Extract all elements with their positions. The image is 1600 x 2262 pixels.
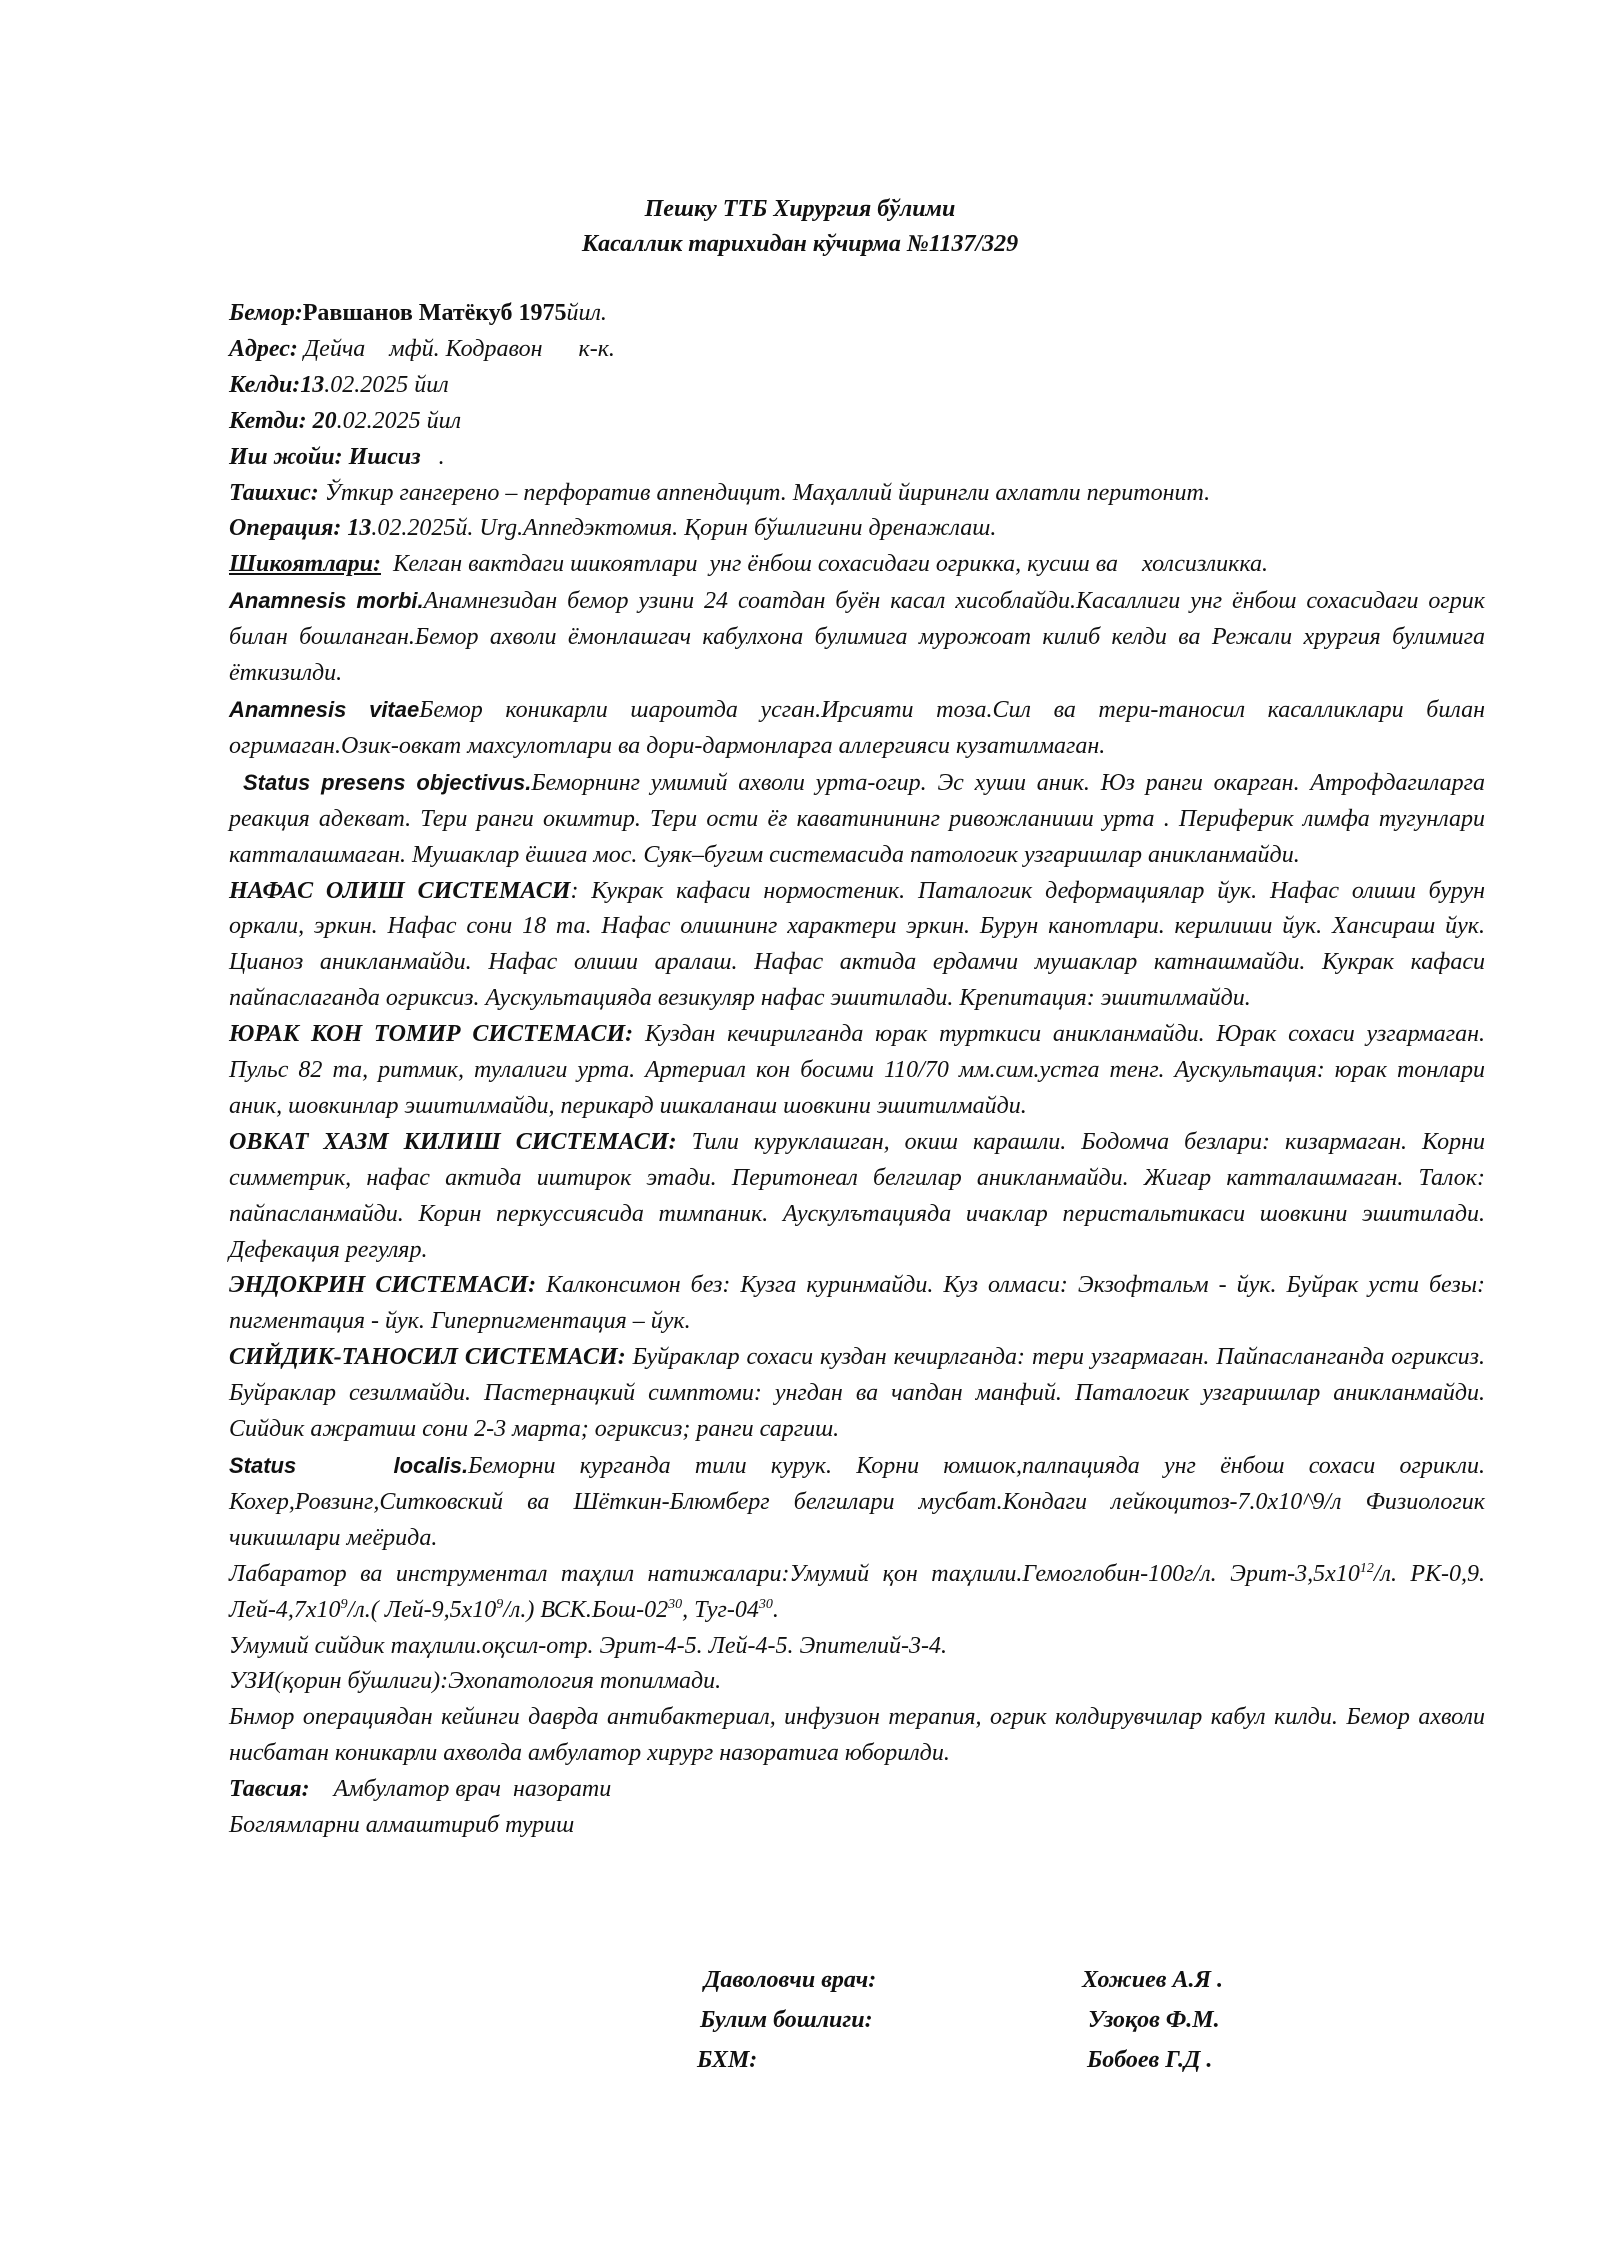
lab-text-4: /л.) ВСК.Бош-02 [503,1596,669,1623]
anamnesis-morbi-label: Anamnesis morbi. [229,588,424,614]
work-value: . [420,443,445,470]
cardio-label: ЮРАК КОН ТОМИР СИСТЕМАСИ: [229,1021,634,1048]
lab-results [229,1557,1485,1629]
endocrine-text: Калконсимон без: Кузга куринмайди. Куз олмаси: Экзофтальм - йук. Буйрак усти безы: пигментация - йук. Гиперпигментация – йук. [229,1272,1485,1335]
urinary-system [229,1340,1485,1448]
signature-role: Даволовчи врач: [704,1967,877,1993]
document-header [0,192,1600,262]
endocrine-label: ЭНДОКРИН СИСТЕМАСИ: [229,1272,537,1299]
respiratory-label: НАФАС ОЛИШ СИСТЕМАСИ [229,877,571,904]
urine-analysis: Умумий сийдик таҳлили.оқсил-отр. Эрит-4-5. Лей-4-5. Эпителий-3-4. [229,1632,948,1659]
endocrine-system [229,1268,1485,1340]
signature-row [0,2040,1600,2080]
signature-row [0,2000,1600,2040]
anamnesis-vitae-text: Бемор коникарли шароитда усган.Ирсияти тоза.Сил ва тери-таносил касалликлари билан огримаган.Озик-овкат махсулотлари ва дори-дармонларга аллергияси кузатилмаган. [229,696,1485,759]
anamnesis-morbi-text: Анамнезидан бемор узини 24 соатдан буён касал хисоблайди.Касаллиги унг ёнбош сохасидаги огрик билан бошланган.Бемор ахволи ёмонлашгач кабулхона булимига мурожоат килиб келди ва Режали хрургия булимига ёткизилди. [229,588,1486,687]
address-value: Дейча мфй. Кодравон к-к. [297,335,615,362]
discharge-line [229,404,1485,440]
lab-text-5: , Туг-04 [682,1596,759,1623]
complaints-label: Шикоятлари: [229,551,381,578]
diagnosis-label: Ташхис: [229,479,319,506]
signatures-block [0,1960,1600,2080]
lab-sup-2: 9 [340,1596,348,1612]
patient-name: Равшанов Матёкуб 1975 [302,300,567,326]
extract-title: Касаллик тарихидан кўчирма №1137/329 [581,231,1019,257]
cardiovascular-system [229,1017,1485,1125]
complaints-value: Келган вактдаги шикоятлари унг ёнбош сохасидаги огрикка, кусиш ва холсизликка. [381,551,1268,578]
signature-role: Булим бошлиги: [700,2007,873,2033]
lab-text-3: /л.( Лей-9,5x10 [347,1596,497,1623]
respiratory-text: : Кукрак кафаси нормостеник. Паталогик деформациялар йук. Нафас олиши бурун оркали, эркин. Нафас сони 18 та. Нафас олишнинг характери эркин. Бурун канотлари. керилиши йук. Хансираш йук. Цианоз аникланмайди. Нафас олиши аралаш. Нафас актида ердамчи мушаклар катнашмайди. Кукрак кафаси пайпаслаганда огриксиз. Аускультацияда везикуляр нафас эшитилади. Крепитация: эшитилмайди. [229,877,1486,1012]
arrival-label: Келди:13 [229,371,325,398]
department-title: Пешку ТТБ Хирургия бўлими [644,196,956,222]
lab-sup-1: 12 [1359,1560,1374,1576]
conclusion: Бнмор операциядан кейинги даврда антибактериал, инфузион терапия, огрик колдирувчилар кабул килди. Бемор ахволи нисбатан коникарли ахволда амбулатор хирург назоратига юборилди. [229,1704,1485,1767]
address-line [229,332,1485,368]
status-localis [229,1448,1485,1557]
document-body [229,296,1485,1844]
recommendation-extra: Боглямларни алмаштириб туриш [229,1812,575,1839]
signature-role: БХМ: [697,2047,758,2073]
signature-name: Узоқов Ф.М. [1088,2007,1220,2033]
digestive-system [229,1125,1485,1269]
status-presens-text: Беморнинг умимий ахволи урта-огир. Эс хуши аник. Юз ранги окарган. Атрофдагиларга реакция адекват. Тери ранги окимтир. Тери ости ёғ каватинининг ривожланиши урта . Периферик лимфа тугунлари катталашмаган. Мушаклар ёшига мос. Суяк–бугим системасида патологик узгаришлар аникланмайди. [229,769,1485,868]
status-localis-text: Беморни курганда тили курук. Корни юмшок,палпацияда унг ёнбош сохаси огрикли. Кохер,Ровзинг,Ситковский ва Шёткин-Блюмберг белгилари мусбат.Кондаги лейкоцитоз-7.0x10^9/л Физиологик чикишлари меёрида. [229,1453,1485,1551]
operation-value: .02.2025й. Urg.Аппедэктомия. Қорин бўшлигини дренажлаш. [371,515,997,542]
recommendation-value: Амбулатор врач назорати [309,1776,612,1803]
complaints-line [229,547,1485,583]
anamnesis-vitae [229,692,1485,765]
diagnosis-line [229,476,1485,512]
diagnosis-value: Ўткир гангерено – перфоратив аппендицит. Маҳаллий йирингли ахлатли перитонит. [318,479,1211,506]
patient-year-suffix: йил. [566,300,607,326]
signature-name: Бобоев Г.Д . [1087,2047,1213,2073]
anamnesis-vitae-label: Anamnesis vitae [229,696,420,722]
anamnesis-morbi [229,583,1485,692]
recommendation-label: Тавсия: [229,1776,310,1803]
work-line [229,440,1485,476]
lab-sup-3: 9 [496,1596,504,1612]
operation-line [229,511,1485,547]
digestive-label: ОВКАТ ХАЗМ КИЛИШ СИСТЕМАСИ: [229,1128,677,1155]
lab-sup-4: 30 [668,1596,683,1612]
lab-sup-5: 30 [758,1596,773,1612]
signature-name: Хожиев А.Я . [1082,1967,1224,1993]
recommendation-line [229,1772,1485,1808]
address-label: Адрес: [229,335,298,362]
status-localis-label: Status localis. [229,1453,469,1478]
discharge-label: Кетди: 20 [229,407,337,434]
cardio-text: Куздан кечирилганда юрак турткиси аникланмайди. Юрак сохаси узгармаган. Пульс 82 та, ритмик, тулалиги урта. Артериал кон босими 110/70 мм.сим.устга тенг. Аускультация: юрак тонлари аник, шовкинлар эшитилмайди, перикард ишкаланаш шовкини эшитилмайди. [229,1021,1485,1119]
lab-text-1: Лабаратор ва инструментал таҳлил натижалари:Умумий қон таҳлили.Гемоглобин-100г/л. Эрит-3,5x10 [229,1560,1360,1587]
status-presens [229,765,1485,874]
signature-row [0,1960,1600,2000]
work-label: Иш жойи: Ишсиз [229,443,421,470]
urinary-text: Буйраклар сохаси куздан кечирлганда: тери узгармаган. Пайпасланганда огриксиз. Буйраклар сезилмайди. Пастернацкий симптоми: унгдан ва чапдан манфий. Паталогик узгаришлар аникланмайди. Сийдик ажратиш сони 2-3 марта; огриксиз; ранги саргиш. [229,1344,1485,1443]
lab-text-6: . [772,1596,779,1623]
respiratory-system [229,874,1485,1018]
patient-label: Бемор: [229,300,303,326]
status-presens-label: Status presens objectivus. [243,769,532,795]
operation-label: Операция: 13 [229,515,372,542]
patient-line [229,296,1485,332]
urinary-label: СИЙДИК-ТАНОСИЛ СИСТЕМАСИ: [229,1344,626,1371]
arrival-date: .02.2025 йил [324,371,449,398]
discharge-date: .02.2025 йил [336,407,462,434]
arrival-line [229,368,1485,404]
digestive-text: Тили куруклашган, окиш карашли. Бодомча безлари: кизармаган. Корни симметрик, нафас актида иштирок этади. Перитонеал белгилар аникланмайди. Жигар катталашмаган. Талок: пайпасланмайди. Корин перкуссиясида тимпаник. Аускулътацияда ичаклар перистальтикаси шовкини эшитилади. Дефекация регуляр. [229,1128,1485,1263]
ultrasound-result: УЗИ(қорин бўшлиги):Эхопатология топилмади. [229,1668,722,1695]
lab-text-2: /л. РК-0,9. Лей-4,7x10 [229,1560,1485,1623]
